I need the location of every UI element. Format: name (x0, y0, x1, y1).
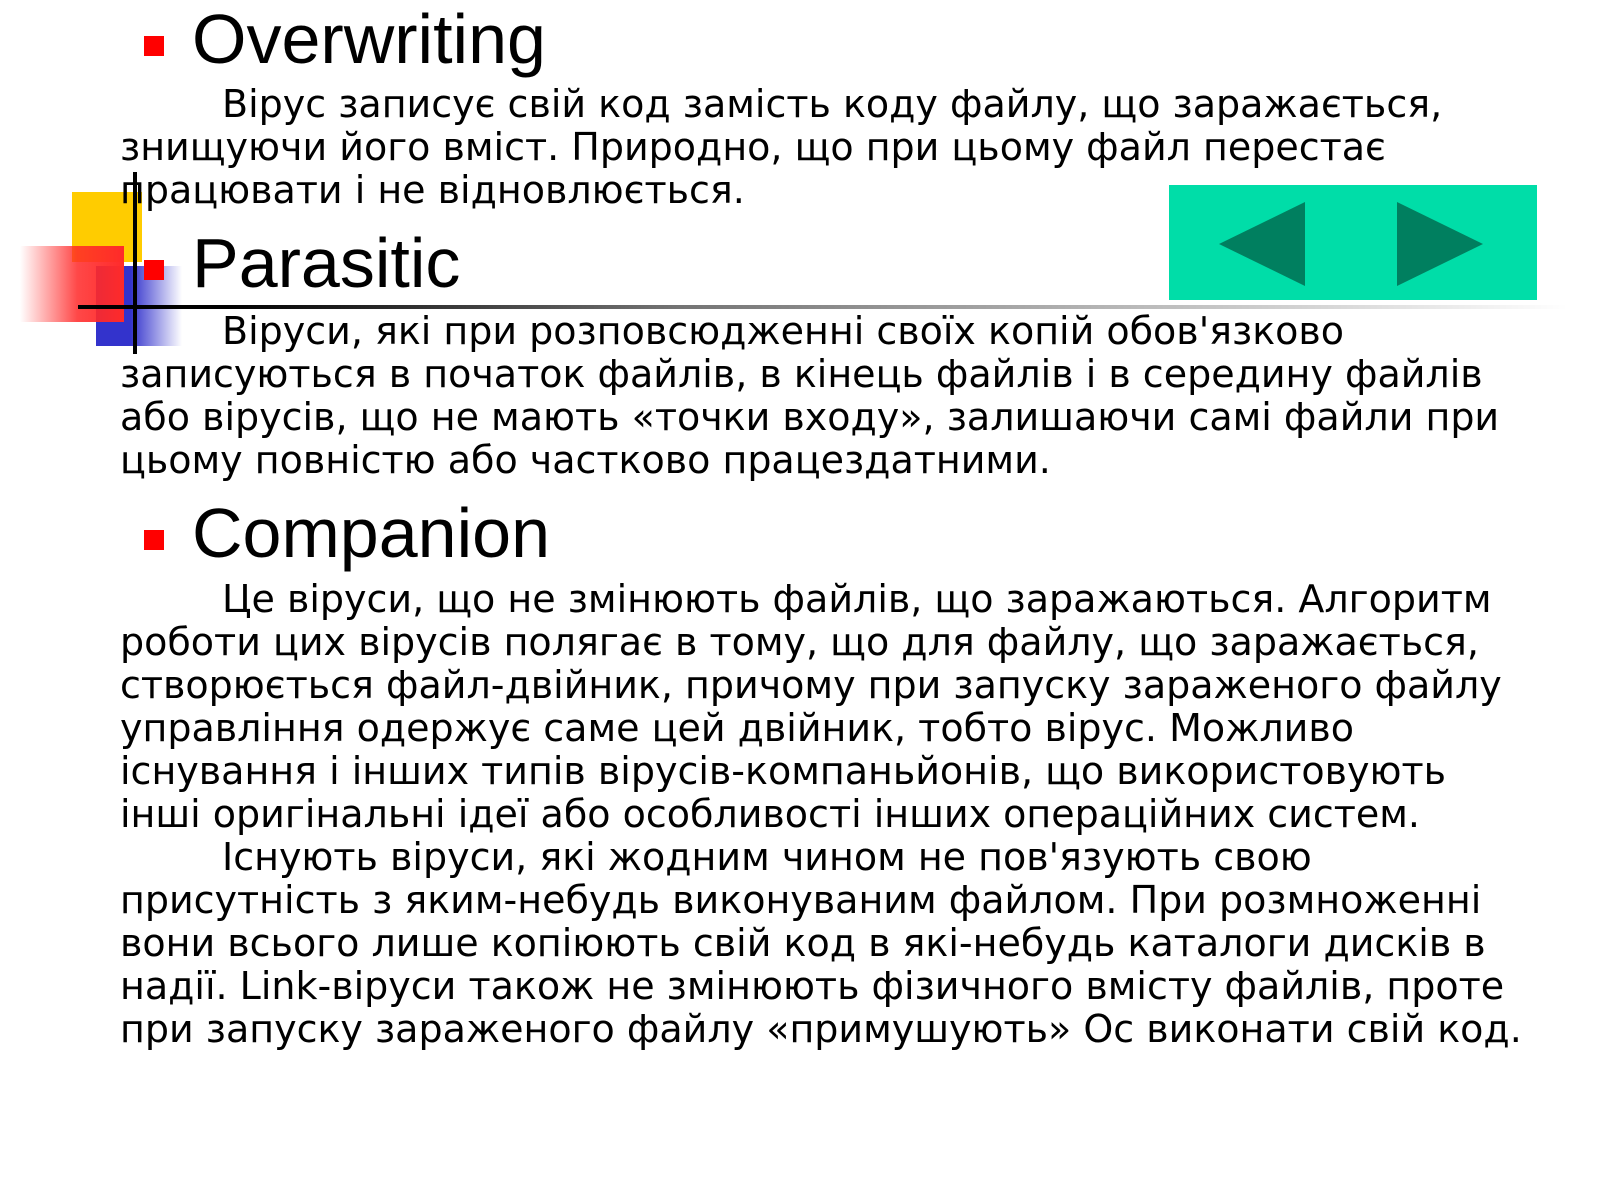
paragraph-companion (120, 578, 1560, 836)
triangle-right-icon (1397, 202, 1483, 286)
heading-text: Companion (192, 494, 550, 572)
prev-slide-button[interactable] (1219, 202, 1305, 286)
text-line: роботи цих вірусів полягає в тому, що для файлу, що заражається, (120, 620, 1479, 664)
text-line: цьому повністю або частково працездатними. (120, 438, 1051, 482)
bullet-icon (144, 530, 164, 550)
text-line: вони всього лише копіюють свій код в які-небудь каталоги дисків в (120, 921, 1486, 965)
red-square (20, 246, 124, 322)
text-line: Віруси, які при розповсюдженні своїх копій обов'язково (222, 309, 1345, 353)
section-heading-overwriting (144, 2, 546, 76)
paragraph-parasitic (120, 310, 1560, 482)
text-line: Вірус записує свій код замість коду файлу, що заражається, (222, 82, 1443, 126)
text-line: записуються в початок файлів, в кінець файлів і в середину файлів (120, 352, 1483, 396)
text-line: інші оригінальні ідеї або особливості інших операційних систем. (120, 792, 1420, 836)
text-line: при запуску зараженого файлу «примушують» Ос виконати свій код. (120, 1007, 1522, 1051)
text-line: присутність з яким-небудь виконуваним файлом. При розмноженні (120, 878, 1482, 922)
text-line: знищуючи його вміст. Природно, що при цьому файл перестає (120, 125, 1386, 169)
paragraph-overwriting (120, 83, 1560, 212)
bullet-icon (144, 260, 164, 280)
heading-text: Parasitic (192, 224, 461, 302)
text-line: надії. Link-віруси також не змінюють фізичного вмісту файлів, проте (120, 964, 1505, 1008)
paragraph-link-viruses (120, 836, 1560, 1051)
text-line: створюється файл-двійник, причому при запуску зараженого файлу (120, 663, 1502, 707)
section-heading-parasitic (144, 226, 460, 300)
heading-text: Overwriting (192, 0, 546, 78)
text-line: або вірусів, що не мають «точки входу», залишаючи самі файли при (120, 395, 1500, 439)
section-heading-companion (144, 496, 550, 570)
text-line: Це віруси, що не змінюють файлів, що заражаються. Алгоритм (222, 577, 1492, 621)
text-line: Існують віруси, які жодним чином не пов'язують свою (222, 835, 1312, 879)
text-line: працювати і не відновлюється. (120, 168, 745, 212)
text-line: існування і інших типів вірусів-компаньйонів, що використовують (120, 749, 1447, 793)
bullet-icon (144, 36, 164, 56)
text-line: управління одержує саме цей двійник, тобто вірус. Можливо (120, 706, 1354, 750)
triangle-left-icon (1219, 202, 1305, 286)
next-slide-button[interactable] (1397, 202, 1483, 286)
